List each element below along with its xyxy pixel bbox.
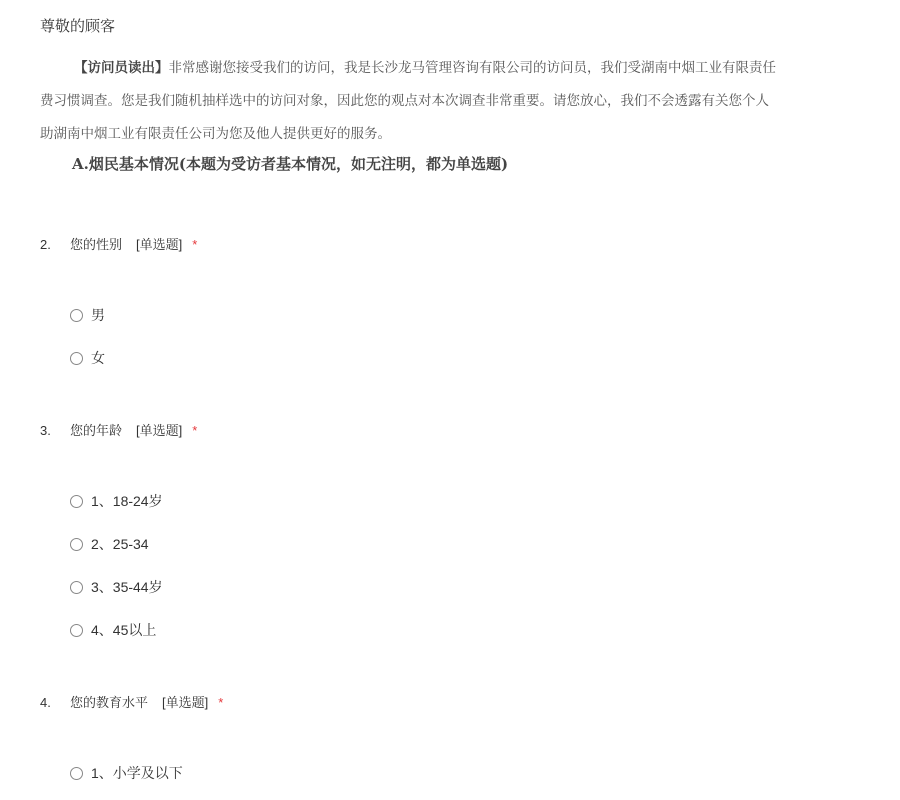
- intro-lead: 【访问员读出】: [74, 60, 169, 76]
- option-primary-or-below[interactable]: [70, 763, 183, 783]
- option-label: 1、小学及以下: [91, 765, 183, 781]
- radio-button[interactable]: [70, 624, 83, 637]
- greeting-heading: 尊敬的顾客: [40, 18, 116, 35]
- intro-line-1-text: 非常感谢您接受我们的访问，我是长沙龙马管理咨询有限公司的访问员，我们受湖南中烟工业有限责任: [168, 60, 776, 76]
- question-education: [40, 693, 224, 781]
- question-type: [单选题]: [136, 423, 183, 438]
- radio-button[interactable]: [70, 538, 83, 551]
- question-title-row: [40, 693, 223, 713]
- option-male[interactable]: [70, 305, 105, 325]
- option-age-35-44[interactable]: [70, 577, 163, 597]
- question-type: [单选题]: [136, 237, 183, 252]
- question-title: 您的年龄: [70, 423, 123, 438]
- required-marker: *: [192, 237, 198, 252]
- intro-line-3: 助湖南中烟工业有限责任公司为您及他人提供更好的服务。: [40, 126, 391, 142]
- required-marker: *: [192, 423, 198, 438]
- option-age-18-24[interactable]: [70, 491, 163, 511]
- option-label: 4、45以上: [91, 622, 157, 638]
- question-title: 您的教育水平: [70, 695, 149, 710]
- option-label: 1、18-24岁: [91, 493, 163, 509]
- question-title-row: [40, 421, 197, 441]
- question-number: 3.: [40, 423, 51, 438]
- section-title: A.烟民基本情况(本题为受访者基本情况，如无注明，都为单选题): [72, 155, 509, 173]
- radio-button[interactable]: [70, 309, 83, 322]
- option-age-25-34[interactable]: [70, 534, 149, 554]
- radio-button[interactable]: [70, 767, 83, 780]
- intro-paragraph: [40, 52, 900, 151]
- question-number: 4.: [40, 695, 51, 710]
- question-type: [单选题]: [162, 695, 209, 710]
- radio-button[interactable]: [70, 495, 83, 508]
- radio-button[interactable]: [70, 352, 83, 365]
- intro-line-1: [40, 52, 900, 85]
- option-label: 男: [91, 307, 105, 323]
- option-label: 2、25-34: [91, 536, 149, 552]
- option-label: 3、35-44岁: [91, 579, 163, 595]
- question-number: 2.: [40, 237, 51, 252]
- required-marker: *: [218, 695, 224, 710]
- radio-button[interactable]: [70, 581, 83, 594]
- question-title: 您的性别: [70, 237, 123, 252]
- option-label: 女: [91, 350, 105, 366]
- option-female[interactable]: [70, 348, 105, 368]
- intro-line-2: 费习惯调查。您是我们随机抽样选中的访问对象，因此您的观点对本次调查非常重要。请您放心，我们不会透露有关您个人: [40, 93, 769, 109]
- question-gender: [40, 235, 198, 366]
- option-age-45-plus[interactable]: [70, 620, 156, 640]
- question-age: [40, 421, 198, 638]
- question-title-row: [40, 235, 197, 255]
